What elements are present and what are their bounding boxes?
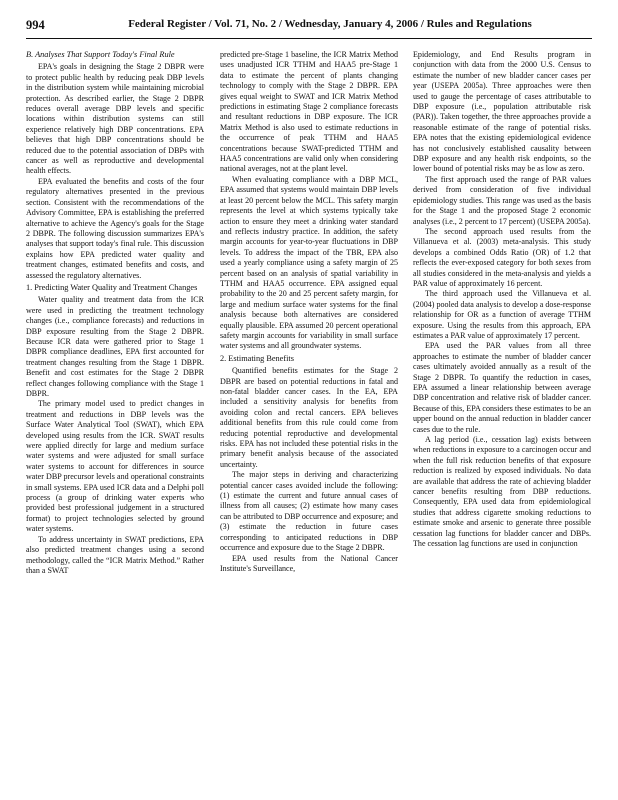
body-paragraph: Quantified benefits estimates for the Stage 2 DBPR are based on potential reductions in fatal and non-fatal bladder cancer cases. In the EA, EPA included a sensitivity analysis for benefits from avoiding colon and rectal cancers. EPA believes additional benefits from this rule could come from reducing potential reproductive and developmental risks. EPA has not included these potential risks in the primary benefit analysis because of the associated uncertainty. xyxy=(220,366,398,469)
body-paragraph: predicted pre-Stage 1 baseline, the ICR Matrix Method uses unadjusted ICR TTHM and HAA5 pre-Stage 1 data to estimate the percent of plants changing technology to comply with the Stage 2 DBPR. EPA gives equal weight to SWAT and ICR Matrix Method predictions in estimating Stage 2 compliance forecasts and resultant reductions in DBP exposure. The ICR Matrix Method is also used to estimate reductions in the occurrence of peak TTHM and HAA5 concentrations because SWAT-predicted TTHM and HAA5 concentrations are valid only when considering national averages, not at the plant level. xyxy=(220,50,398,174)
section-heading: 1. Predicting Water Quality and Treatment Changes xyxy=(26,282,198,292)
running-head: Federal Register / Vol. 71, No. 2 / Wednesday, January 4, 2006 / Rules and Regulations xyxy=(128,18,532,30)
column-2 xyxy=(220,50,398,574)
body-paragraph: EPA used the PAR values from all three approaches to estimate the number of bladder cancer cases ultimately avoided annually as a result of the Stage 2 DBPR. To quantify the reduction in cases, EPA assumed a linear relationship between average DBP concentration and relative risk of bladder cancer. Because of this, EPA considers these estimates to be an upper bound on the annual reduction in bladder cancer cases due to the rule. xyxy=(413,341,591,434)
body-paragraph: The third approach used the Villanueva et al. (2004) pooled data analysis to develop a dose-response relationship for OR as a function of average TTHM exposure. Using the results from this approach, EPA estimates a PAR value of approximately 17 percent. xyxy=(413,289,591,340)
page-number: 994 xyxy=(26,18,45,32)
section-heading: 2. Estimating Benefits xyxy=(220,353,294,363)
column-3 xyxy=(413,50,591,550)
body-paragraph: EPA used results from the National Cancer Institute's Surveillance, xyxy=(220,553,398,573)
body-paragraph: EPA's goals in designing the Stage 2 DBPR were to protect public health by reducing peak DBP levels in the distribution system while maintaining microbial protection. As described earlier, the Stage 2 DBPR reduces overall average DBP levels and specific locations within distribution systems can still experience relatively high DBP concentrations. EPA believes that high DBP concentrations should be reduced due to the potential association of DBPs with cancer as well as reproductive and developmental health effects. xyxy=(26,62,204,176)
body-paragraph: Epidemiology, and End Results program in conjunction with data from the 2000 U.S. Census to estimate the number of new bladder cancer cases per year (USEPA 2005a). Three approaches were then used to gauge the percentage of cases attributable to DBP exposure (i.e., population attributable risk (PAR)). Taken together, the three approaches provide a reasonable estimate of the range of potential risks. EPA notes that the existing epidemiological evidence has not conclusively established causality between DBP exposure and any health risk endpoints, so the lower bound of potential risks may be as low as zero. xyxy=(413,50,591,174)
body-paragraph: The major steps in deriving and characterizing potential cancer cases avoided include the following: (1) estimate the current and future annual cases of illness from all causes; (2) estimate how many cases can be attributed to DBP occurrence and exposure; and (3) estimate the reduction in future cases corresponding to anticipated reductions in DBP occurrence and exposure due to the Stage 2 DBPR. xyxy=(220,470,398,553)
section-heading: B. Analyses That Support Today's Final Rule xyxy=(26,50,175,59)
body-paragraph: The first approach used the range of PAR values derived from consideration of five individual epidemiology studies. This range was used as the basis for the Stage 1 and the proposed Stage 2 economic analyses (i.e., 2 percent to 17 percent) (USEPA 2005a). xyxy=(413,174,591,226)
body-paragraph: The primary model used to predict changes in treatment and reductions in DBP levels was the Surface Water Analytical Tool (SWAT), which EPA developed using results from the ICR. SWAT results were applied directly for large and medium surface water systems and were adjusted for small surface water systems to account for differences in source water DBP precursor levels and operational constraints in small systems. EPA used ICR data and a Delphi poll process (a group of drinking water experts who provided best professional judgement in a structured format) to project technologies selected by ground water systems. xyxy=(26,399,204,534)
body-paragraph: A lag period (i.e., cessation lag) exists between when reductions in exposure to a carcinogen occur and when the full risk reduction benefits of that exposure reduction is realized by exposed individuals. No data are available that address the rate of achieving bladder cancer benefits resulting from DBP reductions. Consequently, EPA used data from epidemiological studies that address cigarette smoking reductions to estimate smoke and arsenic to generate three possible cessation lag functions for bladder cancer and DBPs. The cessation lag functions are used in conjunction xyxy=(413,435,591,549)
body-paragraph: EPA evaluated the benefits and costs of the four regulatory alternatives presented in the previous section. Consistent with the recommendations of the Advisory Committee, EPA is establishing the preferred alternative to achieve the Agency's goals for the Stage 2 DBPR. The following discussion summarizes EPA's analyses that support today's final rule. This discussion explains how EPA predicted water quality and treatment changes, estimated benefits and costs, and assessed the regulatory alternatives. xyxy=(26,176,204,280)
page-header xyxy=(26,14,592,39)
body-paragraph: When evaluating compliance with a DBP MCL, EPA assumed that systems would maintain DBP levels at least 20 percent below the MCL. This safety margin represents the level at which systems typically take action to ensure they meet a drinking water standard and reflects industry practice. In addition, the safety margin accounts for year-to-year fluctuations in DBP levels. To address the impact of the TBR, EPA also used a yearly compliance using a safety margin of 25 percent based on an analysis of spatial variability in TTHM and HAA5 occurrence. EPA assigned equal probability to the 20 and 25 percent safety margin, for large and medium surface water systems for the final analysis because both alternatives are considered equally plausible. EPA assumed 20 percent operational safety margin accounts for variability in small surface water systems and all groundwater systems. xyxy=(220,174,398,351)
body-paragraph: To address uncertainty in SWAT predictions, EPA also predicted treatment changes using a second methodology, called the “ICR Matrix Method.” Rather than a SWAT xyxy=(26,534,204,575)
body-paragraph: Water quality and treatment data from the ICR were used in predicting the treatment technology changes (i.e., compliance forecasts) and reductions in DBP exposure resulting from the Stage 2 DBPR. Because ICR data were gathered prior to Stage 1 DBPR compliance deadlines, EPA first accounted for treatment changes resulting from the Stage 1 DBPR. Benefit and cost estimates for the Stage 2 DBPR reflect changes following compliance with the Stage 1 DBPR. xyxy=(26,295,204,398)
column-1 xyxy=(26,50,204,576)
body-paragraph: The second approach used results from the Villanueva et al. (2003) meta-analysis. This study develops a combined Odds Ratio (OR) of 1.2 that reflects the ever-exposed category for both sexes from all studies considered in the meta-analysis and yields a PAR value of approximately 16 percent. xyxy=(413,226,591,288)
